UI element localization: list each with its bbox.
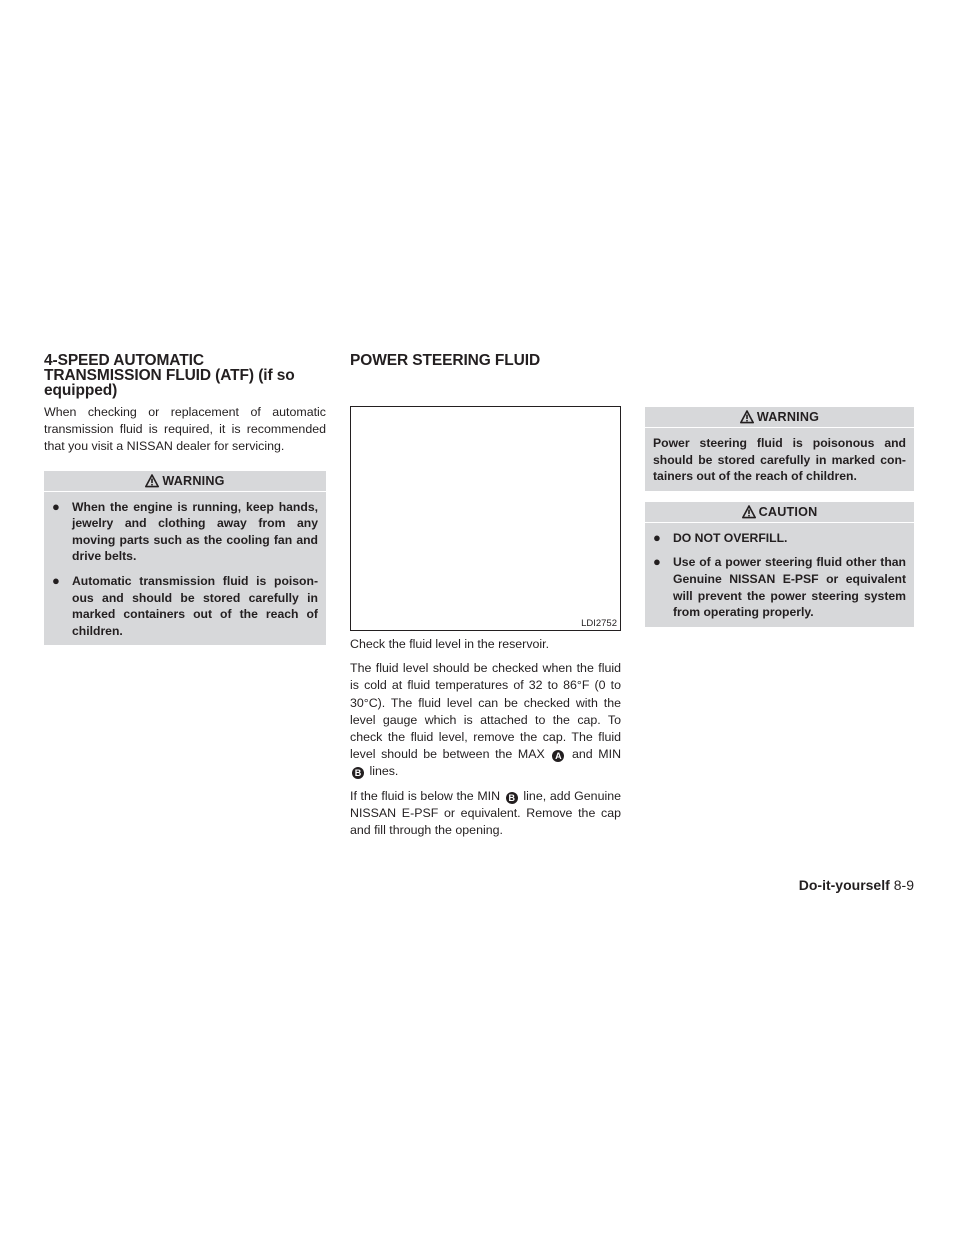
list-item (653, 530, 906, 547)
ps-warning-box (645, 407, 914, 491)
text-span: and MIN (572, 747, 622, 762)
text-span: line, add Genuine NISSAN E-PSF or equivalent. Remove the cap and fill through the opening. (350, 788, 621, 838)
caution-list (653, 530, 906, 621)
text-span: If the fluid is below the MIN (350, 788, 501, 803)
warning-body (645, 428, 914, 491)
page-footer (799, 877, 914, 893)
middle-column (350, 353, 621, 839)
caution-header (645, 502, 914, 523)
atf-intro: When checking or replacement of automatic transmission fluid is required, it is recommended that you visit a NISSAN dealer for servicing. (44, 405, 326, 454)
warning-triangle-icon (145, 474, 159, 488)
title-line: equipped) (44, 382, 118, 399)
warning-header (44, 471, 326, 492)
caution-label: CAUTION (758, 504, 818, 519)
list-item (52, 499, 318, 565)
title-line: 4-SPEED AUTOMATIC (44, 352, 204, 369)
marker-b: B (352, 767, 364, 779)
title-line: TRANSMISSION FLUID (ATF) (if so (44, 367, 295, 384)
warning-label: WARNING (162, 473, 225, 488)
left-column (44, 353, 326, 645)
atf-warning-box (44, 471, 326, 646)
warning-text: Power steering fluid is poisonous and should be stored carefully in marked con- tainers out of the reach of children. (653, 436, 906, 484)
list-item (52, 573, 318, 639)
list-item-text: Use of a power steering fluid other than Genuine NISSAN E-PSF or equivalent will prevent the power steering system from operating properly. (673, 555, 906, 620)
ps-caution-box (645, 502, 914, 627)
marker-a: A (552, 750, 564, 762)
text-span: The fluid level should be checked when the fluid is cold at fluid temperatures of 32 to 86°F (0 to 30°C). The fluid level can be checked with the level gauge which is attached to the cap. To check the fluid level, remove the cap. The fluid level should be between the MAX (350, 661, 621, 762)
reservoir-figure (350, 406, 621, 631)
section-title-power-steering: POWER STEERING FLUID (350, 352, 541, 369)
bullet-icon: ● (52, 572, 60, 588)
warning-body (44, 492, 326, 646)
footer-page-number: 8-9 (893, 877, 914, 893)
list-item-text: DO NOT OVERFILL. (673, 530, 788, 545)
check-level-text: Check the fluid level in the reservoir. (350, 637, 550, 651)
level-instructions (350, 660, 621, 780)
bullet-icon: ● (52, 498, 60, 514)
list-item-text: Automatic transmission fluid is poison- ous and should be stored carefully in marked containers out of the reach of children. (72, 573, 318, 638)
warning-triangle-icon (742, 505, 756, 519)
figure-code: LDI2752 (581, 618, 617, 629)
marker-b: B (506, 792, 518, 804)
caution-body (645, 523, 914, 627)
add-fluid-text (350, 788, 621, 840)
list-item (653, 554, 906, 620)
text-span: lines. (369, 764, 399, 779)
warning-header (645, 407, 914, 428)
list-item-text: When the engine is running, keep hands, jewelry and clothing away from any moving parts such as the cooling fan and drive belts. (72, 499, 318, 564)
warning-label: WARNING (756, 410, 820, 424)
right-column (645, 407, 914, 627)
footer-section: Do-it-yourself (798, 877, 890, 893)
section-title-atf (44, 353, 326, 398)
bullet-icon: ● (653, 554, 661, 570)
bullet-icon: ● (653, 529, 661, 545)
warning-list (52, 499, 318, 640)
warning-triangle-icon (740, 410, 754, 424)
